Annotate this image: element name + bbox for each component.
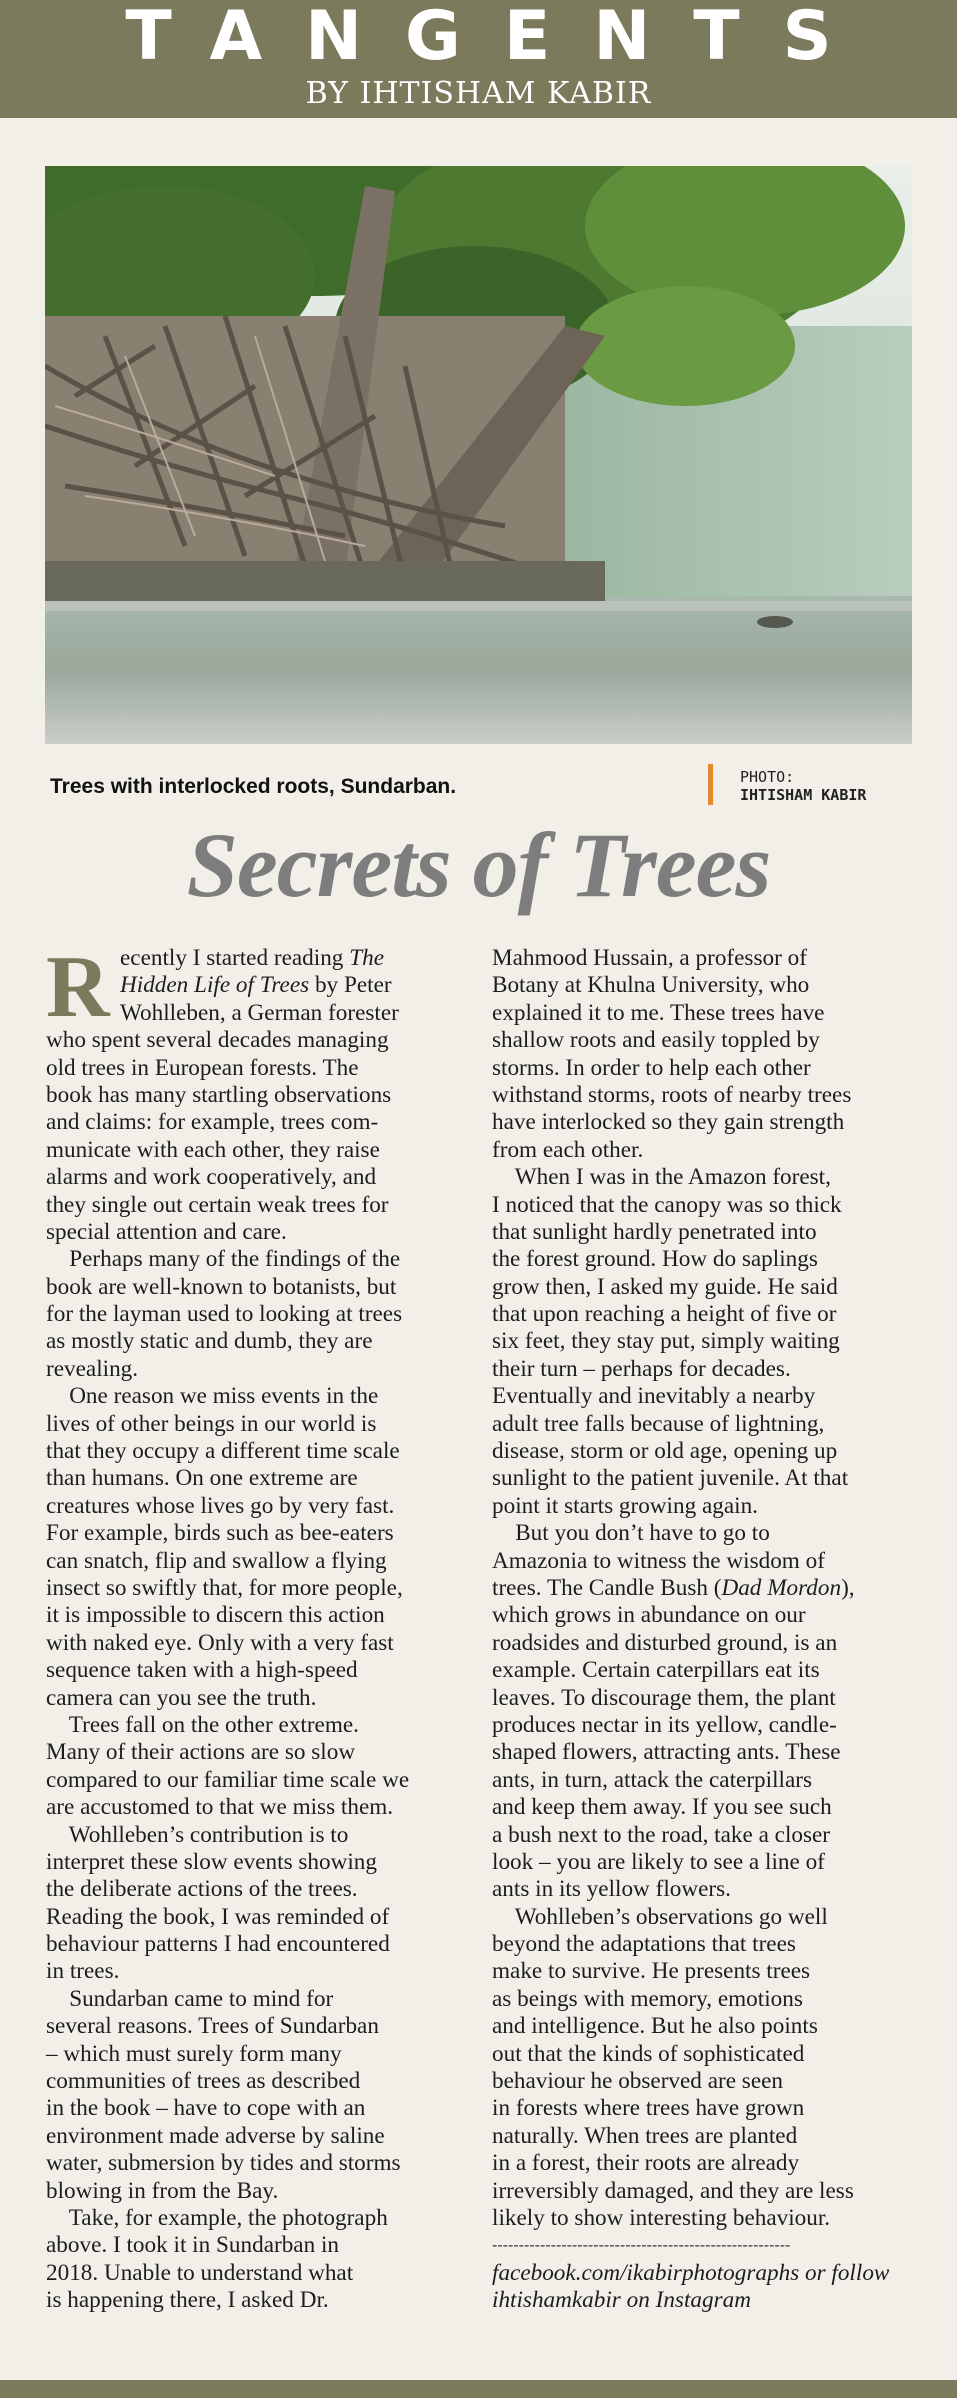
text-line [46,1164,466,1191]
text-segment: compared to our familiar time scale we [46,1766,410,1793]
text-segment: Sundarban came to mind for [46,1985,334,2012]
text-segment: that they occupy a different time scale [46,1438,400,1465]
text-segment: out that the kinds of sophisticated [492,2040,805,2067]
text-segment: ), [841,1574,855,1601]
mangrove-roots-image [45,166,912,744]
text-segment: who spent several decades managing [46,1027,389,1054]
text-segment: behaviour patterns I had encountered [46,1931,390,1958]
text-line [46,1602,466,1629]
text-line [46,1794,466,1821]
text-segment: blowing in from the Bay. [46,2177,279,2204]
text-segment: six feet, they stay put, simply waiting [492,1328,840,1355]
text-line [46,1849,466,1876]
text-line [492,1082,922,1109]
text-segment: the deliberate actions of the trees. [46,1876,358,1903]
text-line [46,1246,466,1273]
text-line [46,1493,466,1520]
text-segment: ecently I started reading [120,945,350,971]
text-line [492,2150,922,2177]
text-segment: a bush next to the road, take a closer [492,1821,831,1848]
text-line [46,1657,466,1684]
text-line [46,1548,466,1575]
text-segment: irreversibly damaged, and they are less [492,2177,854,2204]
text-segment: that upon reaching a height of five or [492,1301,837,1328]
text-segment: in the book – have to cope with an [46,2095,366,2122]
text-line [492,1465,922,1492]
text-line [46,1712,466,1739]
article-column-left [46,939,466,2315]
text-segment: book has many startling observations [46,1081,392,1108]
text-line [492,2068,922,2095]
text-segment: is happening there, I asked Dr. [46,2287,329,2314]
text-segment: and keep them away. If you see such [492,1794,832,1821]
text-segment: Amazonia to witness the wisdom of [492,1547,825,1574]
text-segment: it is impossible to discern this action [46,1602,385,1629]
left-column-text [46,939,466,2315]
text-line [492,1548,922,1575]
text-line [492,1685,922,1712]
text-line [46,1520,466,1547]
text-line [492,1328,922,1355]
text-line [46,1383,466,1410]
text-line [46,1575,466,1602]
text-segment: naturally. When trees are planted [492,2122,798,2149]
text-segment: in a forest, their roots are already [492,2150,800,2177]
italic-text: The [349,945,384,971]
italic-text: Hidden Life of Trees [120,972,310,999]
text-line [492,945,922,972]
text-segment: old trees in European forests. The [46,1054,359,1081]
text-line [492,1958,922,1985]
text-line [492,1027,922,1054]
text-line [492,1630,922,1657]
text-segment: grow then, I asked my guide. He said [492,1273,838,1300]
text-line [492,1794,922,1821]
text-line [46,2013,466,2040]
text-line [46,2068,466,2095]
text-segment: ants in its yellow flowers. [492,1876,731,1903]
text-line [46,1986,466,2013]
text-segment: I noticed that the canopy was so thick [492,1191,842,1218]
text-segment: Wohlleben’s contribution is to [46,1821,349,1848]
text-segment: by Peter [309,972,392,999]
text-line [492,2123,922,2150]
text-line [46,1685,466,1712]
text-line [46,1767,466,1794]
text-line [492,1739,922,1766]
text-line [492,1219,922,1246]
text-line [492,1109,922,1136]
text-line [492,1931,922,1958]
text-line [46,2178,466,2205]
text-line [492,1438,922,1465]
text-line [46,1438,466,1465]
text-segment: Wohlleben, a German forester [120,999,399,1026]
text-line [492,1876,922,1903]
text-segment: beyond the adaptations that trees [492,1931,796,1958]
text-segment: When I was in the Amazon forest, [492,1164,831,1191]
text-line [46,1958,466,1985]
text-segment: ants, in turn, attack the caterpillars [492,1766,812,1793]
text-line [46,2232,466,2259]
text-line [46,1904,466,1931]
text-line [492,1055,922,1082]
text-line [492,1575,922,1602]
text-line [46,1109,466,1136]
text-line [492,1356,922,1383]
text-segment: above. I took it in Sundarban in [46,2232,340,2259]
text-line [492,2013,922,2040]
text-segment: several reasons. Trees of Sundarban [46,2013,379,2040]
text-segment: their turn – perhaps for decades. [492,1355,791,1382]
text-segment: and claims: for example, trees com- [46,1109,379,1136]
text-line [492,1767,922,1794]
text-segment: special attention and care. [46,1218,287,1245]
text-line [46,2123,466,2150]
text-line [46,1082,466,1109]
text-segment: Trees fall on the other extreme. [46,1711,359,1738]
text-segment: interpret these slow events showing [46,1848,377,1875]
article-photo [45,166,912,744]
article-column-right [492,945,922,2315]
text-line [492,1000,922,1027]
text-segment: in trees. [46,1958,120,1985]
text-segment: behaviour he observed are seen [492,2068,783,2095]
header-bar [0,0,957,118]
text-line [492,2041,922,2068]
text-line [492,2205,922,2232]
text-segment: explained it to me. These trees have [492,999,825,1026]
text-line [46,2205,466,2232]
text-line [492,1192,922,1219]
text-line [46,1465,466,1492]
photo-credit-label: PHOTO: [740,768,795,786]
text-segment: 2018. Unable to understand what [46,2259,354,2286]
text-segment: look – you are likely to see a line of [492,1848,825,1875]
text-segment: produces nectar in its yellow, candle- [492,1711,837,1738]
right-column-text [492,945,922,2232]
text-segment: disease, storm or old age, opening up [492,1438,838,1465]
text-segment: camera can you see the truth. [46,1684,317,1711]
text-segment: can snatch, flip and swallow a flying [46,1547,387,1574]
text-segment: the forest ground. How do saplings [492,1246,818,1273]
footer-bar [0,2380,957,2398]
text-segment: – which must surely form many [46,2040,342,2067]
text-segment: trees. The Candle Bush ( [492,1574,722,1601]
text-segment: from each other. [492,1136,644,1163]
text-line [46,2095,466,2122]
text-segment: have interlocked so they gain strength [492,1109,845,1136]
text-line [492,1712,922,1739]
text-line [492,1274,922,1301]
text-line [492,972,922,999]
text-line [492,2178,922,2205]
text-segment: Reading the book, I was reminded of [46,1903,390,1930]
text-line [46,1876,466,1903]
text-line [46,1630,466,1657]
photo-credit [740,768,866,804]
text-segment: and intelligence. But he also points [492,2013,818,2040]
text-segment: communities of trees as described [46,2068,361,2095]
text-segment: make to survive. He presents trees [492,1958,811,1985]
text-line [492,1383,922,1410]
text-segment: point it starts growing again. [492,1492,758,1519]
text-segment: revealing. [46,1355,139,1382]
text-segment: that sunlight hardly penetrated into [492,1218,817,1245]
text-line [46,1328,466,1355]
text-segment: Many of their actions are so slow [46,1739,356,1766]
text-segment: are accustomed to that we miss them. [46,1794,394,1821]
text-segment: storms. In order to help each other [492,1054,811,1081]
text-segment: as beings with memory, emotions [492,1985,803,2012]
text-segment: with naked eye. Only with a very fast [46,1629,394,1656]
text-segment: adult tree falls because of lightning, [492,1410,825,1437]
drop-cap: R [46,939,110,1036]
text-segment: which grows in abundance on our [492,1602,806,1629]
text-line [46,1411,466,1438]
text-line [492,1520,922,1547]
text-line [492,1657,922,1684]
text-segment: book are well-known to botanists, but [46,1273,397,1300]
text-line [492,1164,922,1191]
text-line [46,2150,466,2177]
text-line [46,2041,466,2068]
text-segment: example. Certain caterpillars eat its [492,1657,820,1684]
text-line [46,2287,466,2314]
text-segment: But you don’t have to go to [492,1520,770,1547]
text-segment: likely to show interesting behaviour. [492,2204,831,2231]
text-segment: creatures whose lives go by very fast. [46,1492,395,1519]
credit-accent-bar [708,764,713,805]
text-segment: Eventually and inevitably a nearby [492,1383,816,1410]
text-segment: roadsides and disturbed ground, is an [492,1629,838,1656]
text-line [492,1137,922,1164]
text-line [46,1219,466,1246]
text-line [46,1192,466,1219]
text-segment: lives of other beings in our world is [46,1410,377,1437]
text-segment: Take, for example, the photograph [46,2204,388,2231]
text-line [46,1301,466,1328]
text-line [46,1739,466,1766]
text-segment: withstand storms, roots of nearby trees [492,1081,852,1108]
text-line [46,1822,466,1849]
text-line [492,1411,922,1438]
text-line [492,1493,922,1520]
text-line [492,1904,922,1931]
text-segment: sunlight to the patient juvenile. At that [492,1465,849,1492]
text-segment: for the layman used to looking at trees [46,1301,403,1328]
text-line [492,1246,922,1273]
text-line [46,1356,466,1383]
text-segment: sequence taken with a high-speed [46,1657,358,1684]
text-segment: For example, birds such as bee-eaters [46,1520,394,1547]
text-line [492,1602,922,1629]
photo-caption: Trees with interlocked roots, Sundarban. [50,775,457,798]
text-line [492,1301,922,1328]
text-segment: shallow roots and easily toppled by [492,1027,820,1054]
text-line [492,1986,922,2013]
text-segment: water, submersion by tides and storms [46,2150,401,2177]
column-title: TANGENTS [125,0,875,76]
text-line [492,1849,922,1876]
text-line [46,1274,466,1301]
social-footer-line-2: ihtishamkabir on Instagram [492,2287,751,2314]
text-segment: than humans. On one extreme are [46,1465,358,1492]
text-segment: Wohlleben’s observations go well [492,1903,828,1930]
text-line [46,1055,466,1082]
text-segment: they single out certain weak trees for [46,1191,389,1218]
text-line [46,2260,466,2287]
article-title: Secrets of Trees [186,814,771,916]
photo-credit-name: IHTISHAM KABIR [740,786,867,804]
text-segment: Perhaps many of the findings of the [46,1246,401,1273]
text-segment: environment made adverse by saline [46,2122,385,2149]
text-line [46,1137,466,1164]
text-segment: insect so swiftly that, for more people, [46,1574,403,1601]
text-segment: Mahmood Hussain, a professor of [492,945,807,971]
text-line [492,2095,922,2122]
text-segment: as mostly static and dumb, they are [46,1328,373,1355]
byline: BY IHTISHAM KABIR [305,76,652,111]
text-segment: municate with each other, they raise [46,1136,380,1163]
text-line [46,1931,466,1958]
text-segment: in forests where trees have grown [492,2095,805,2122]
text-segment: Botany at Khulna University, who [492,972,810,999]
italic-text: Dad Mordon [721,1574,842,1601]
text-line [492,1822,922,1849]
text-segment: shaped flowers, attracting ants. These [492,1739,841,1766]
separator-line: -------------------------------------------------------- [492,2237,791,2255]
social-footer-line-1: facebook.com/ikabirphotographs or follow [492,2259,890,2286]
text-segment: One reason we miss events in the [46,1383,379,1410]
text-segment: leaves. To discourage them, the plant [492,1684,836,1711]
text-segment: alarms and work cooperatively, and [46,1164,377,1191]
